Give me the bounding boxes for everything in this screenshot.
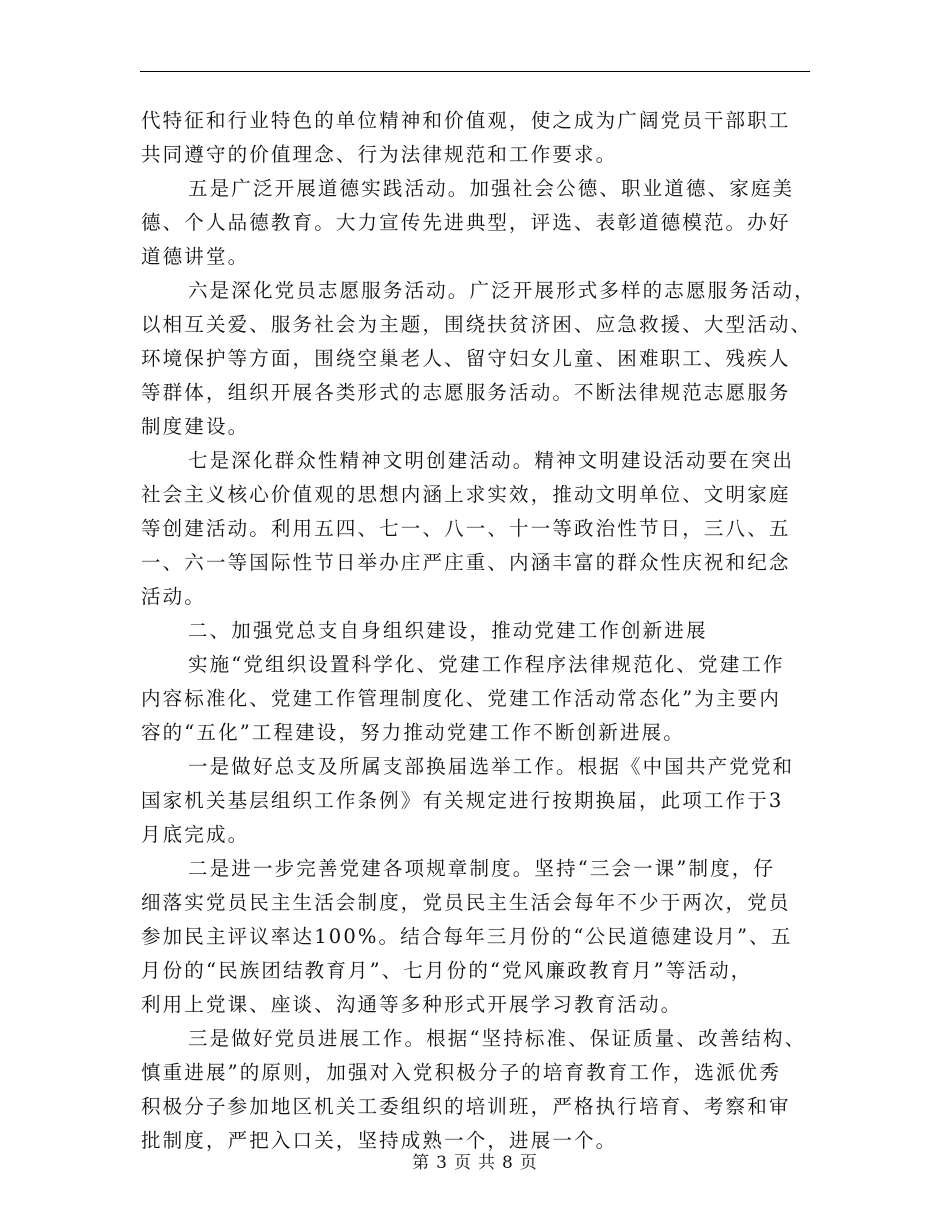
text-line: 七是深化群众性精神文明创建活动。精神文明建设活动要在突出 [188, 449, 795, 472]
text-line: 五是广泛开展道德实践活动。加强社会公德、职业道德、家庭美 [188, 177, 795, 200]
text-line: 国家机关基层组织工作条例》有关规定进行按期换届，此项工作于3 [141, 789, 784, 812]
text-line: 代特征和行业特色的单位精神和价值观，使之成为广阔党员干部职工 [141, 109, 791, 132]
text-line: 慎重进展”的原则，加强对入党积极分子的培育教育工作，选派优秀 [141, 1061, 781, 1084]
footer-suffix: 页 [519, 1153, 538, 1173]
text-line: 容的“五化”工程建设，努力推动党建工作不断创新进展。 [141, 721, 685, 744]
text-line: 以相互关爱、服务社会为主题，围绕扶贫济困、应急救援、大型活动、 [141, 313, 813, 336]
text-line: 细落实党员民主生活会制度，党员民主生活会每年不少于两次，党员 [141, 891, 791, 914]
text-line: 道德讲堂。 [141, 245, 250, 268]
text-line: 环境保护等方面，围绕空巢老人、留守妇女儿童、困难职工、残疾人 [141, 347, 791, 370]
text-line: 参加民主评议率达100%。结合每年三月份的“公民道德建设月”、五 [141, 925, 793, 948]
text-line: 二、加强党总支自身组织建设，推动党建工作创新进展 [188, 619, 708, 642]
page-footer [0, 1148, 950, 1173]
text-line: 一是做好总支及所属支部换届选举工作。根据《中国共产党党和 [188, 755, 795, 778]
text-line: 等创建活动。利用五四、七一、八一、十一等政治性节日，三八、五 [141, 517, 791, 540]
text-line: 共同遵守的价值理念、行为法律规范和工作要求。 [141, 143, 618, 166]
footer-prefix: 第 [412, 1153, 431, 1173]
text-line: 批制度，严把入口关，坚持成熟一个，进展一个。 [141, 1129, 618, 1152]
text-line: 社会主义核心价值观的思想内涵上求实效，推动文明单位、文明家庭 [141, 483, 791, 506]
text-line: 六是深化党员志愿服务活动。广泛开展形式多样的志愿服务活动， [188, 279, 816, 302]
text-line: 等群体，组织开展各类形式的志愿服务活动。不断法律规范志愿服务 [141, 381, 791, 404]
body-text [141, 104, 816, 1158]
text-line: 二是进一步完善党建各项规章制度。坚持“三会一课”制度，仔 [188, 857, 776, 880]
text-line: 内容标准化、党建工作管理制度化、党建工作活动常态化”为主要内 [141, 687, 781, 710]
footer-current-page: 3 [436, 1153, 448, 1173]
text-line: 德、个人品德教育。大力宣传先进典型，评选、表彰道德模范。办好 [141, 211, 791, 234]
text-line: 活动。 [141, 585, 206, 608]
footer-page-word: 页 [454, 1153, 472, 1173]
text-line: 三是做好党员进展工作。根据“坚持标准、保证质量、改善结构、 [188, 1027, 807, 1050]
text-line: 月底完成。 [141, 823, 250, 846]
text-line: 月份的“民族团结教育月”、七月份的“党风廉政教育月”等活动， [141, 959, 753, 982]
header-rule [140, 71, 810, 72]
text-line: 实施“党组织设置科学化、党建工作程序法律规范化、党建工作 [188, 653, 785, 676]
footer-total-pages: 8 [502, 1153, 514, 1173]
text-line: 利用上党课、座谈、沟通等多种形式开展学习教育活动。 [141, 993, 683, 1016]
footer-total-word: 共 [478, 1153, 496, 1173]
text-line: 制度建设。 [141, 415, 250, 438]
text-line: 积极分子参加地区机关工委组织的培训班，严格执行培育、考察和审 [141, 1095, 791, 1118]
text-line: 一、六一等国际性节日举办庄严庄重、内涵丰富的群众性庆祝和纪念 [141, 551, 791, 574]
